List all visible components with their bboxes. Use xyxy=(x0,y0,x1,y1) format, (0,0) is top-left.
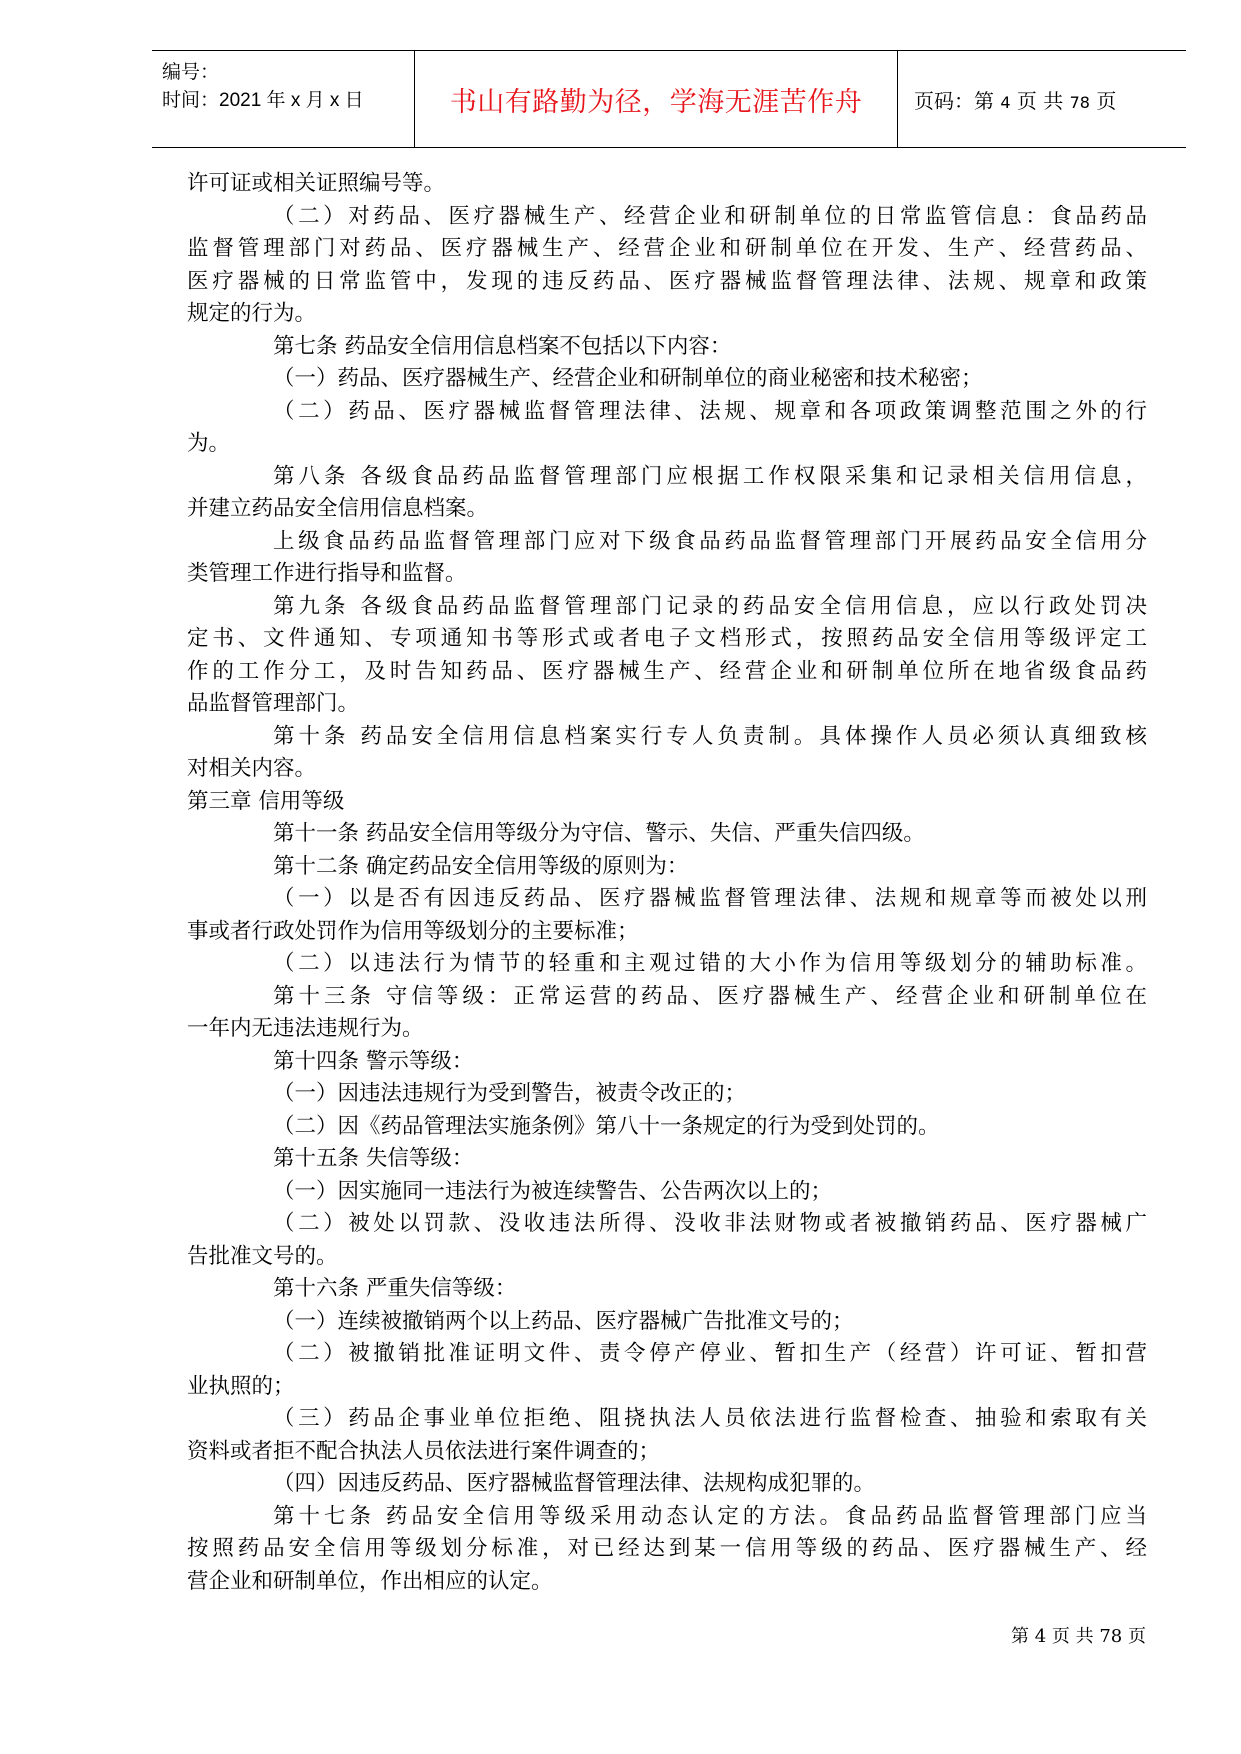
text-line: （一）因实施同一违法行为被连续警告、公告两次以上的； xyxy=(273,1178,833,1204)
text-line: 第七条 药品安全信用信息档案不包括以下内容： xyxy=(273,333,732,359)
page-code-prefix: 页码：第 xyxy=(914,88,994,113)
text-line: 第十四条 警示等级： xyxy=(273,1048,474,1074)
text-line: 类管理工作进行指导和监督。 xyxy=(187,561,467,586)
page-code-mid: 页 共 xyxy=(1016,88,1064,113)
text-line: 第八条 各级食品药品监督管理部门应根据工作权限采集和记录相关信用信息， xyxy=(273,463,1147,489)
text-line: （一）连续被撤销两个以上药品、医疗器械广告批准文号的； xyxy=(273,1308,854,1334)
header-page-code xyxy=(898,51,1186,147)
footer-current: 4 xyxy=(1034,1626,1047,1647)
text-line: 第十一条 药品安全信用等级分为守信、警示、失信、严重失信四级。 xyxy=(273,821,925,846)
text-line: （三）药品企事业单位拒绝、阻挠执法人员依法进行监督检查、抽验和索取有关 xyxy=(273,1406,1147,1431)
text-line: （一）以是否有因违反药品、医疗器械监督管理法律、法规和规章等而被处以刑 xyxy=(273,886,1147,911)
text-line: 营企业和研制单位，作出相应的认定。 xyxy=(187,1568,553,1594)
footer-suffix: 页 xyxy=(1128,1626,1146,1647)
footer-total: 78 xyxy=(1099,1626,1123,1647)
text-line: 作的工作分工，及时告知药品、医疗器械生产、经营企业和研制单位所在地省级食品药 xyxy=(187,658,1147,684)
text-line: 第十五条 失信等级： xyxy=(273,1146,474,1171)
page-code-current: 4 xyxy=(1000,92,1011,112)
header-meta xyxy=(152,51,414,147)
text-line: 规定的行为。 xyxy=(187,301,317,326)
footer-mid: 页 共 xyxy=(1051,1626,1094,1647)
text-line: 一年内无违法违规行为。 xyxy=(187,1016,424,1041)
footer-prefix: 第 xyxy=(1010,1626,1029,1647)
header-motto: 书山有路勤为径，学海无涯苦作舟 xyxy=(449,86,863,118)
text-line: 业执照的； xyxy=(187,1373,295,1399)
text-line: 第十二条 确定药品安全信用等级的原则为： xyxy=(273,853,689,879)
text-line: 资料或者拒不配合执法人员依法进行案件调查的； xyxy=(187,1438,661,1464)
text-line: 第十七条 药品安全信用等级采用动态认定的方法。食品药品监督管理部门应当 xyxy=(273,1503,1147,1529)
text-line: （四）因违反药品、医疗器械监督管理法律、法规构成犯罪的。 xyxy=(273,1471,876,1496)
text-line: 事或者行政处罚作为信用等级划分的主要标准； xyxy=(187,918,639,944)
text-line: （二）以违法行为情节的轻重和主观过错的大小作为信用等级划分的辅助标准。 xyxy=(273,951,1147,976)
text-line: 医疗器械的日常监管中，发现的违反药品、医疗器械监督管理法律、法规、规章和政策 xyxy=(187,268,1147,294)
text-line: （二）药品、医疗器械监督管理法律、法规、规章和各项政策调整范围之外的行 xyxy=(273,398,1147,424)
page-footer xyxy=(960,1622,1146,1648)
document-body xyxy=(187,168,1147,1598)
text-line: （二）因《药品管理法实施条例》第八十一条规定的行为受到处罚的。 xyxy=(273,1113,940,1139)
text-line: 第三章 信用等级 xyxy=(187,788,345,814)
text-line: 第九条 各级食品药品监督管理部门记录的药品安全信用信息，应以行政处罚决 xyxy=(273,593,1147,619)
text-line: （一）因违法违规行为受到警告，被责令改正的； xyxy=(273,1081,747,1106)
page-code xyxy=(914,85,1116,114)
header-motto-cell xyxy=(414,51,898,147)
text-line: 许可证或相关证照编号等。 xyxy=(187,171,446,196)
text-line: 监督管理部门对药品、医疗器械生产、经营企业和研制单位在开发、生产、经营药品、 xyxy=(187,236,1147,261)
text-line: （一）药品、医疗器械生产、经营企业和研制单位的商业秘密和技术秘密； xyxy=(273,366,983,391)
text-line: 按照药品安全信用等级划分标准，对已经达到某一信用等级的药品、医疗器械生产、经 xyxy=(187,1536,1147,1561)
serial-label: 编号： xyxy=(162,62,220,83)
text-line: 品监督管理部门。 xyxy=(187,691,360,716)
text-line: （二）被撤销批准证明文件、责令停产停业、暂扣生产（经营）许可证、暂扣营 xyxy=(273,1341,1147,1366)
page-code-suffix: 页 xyxy=(1096,88,1117,113)
page-header xyxy=(152,50,1186,148)
text-line: 定书、文件通知、专项通知书等形式或者电子文档形式，按照药品安全信用等级评定工 xyxy=(187,626,1147,651)
text-line: 对相关内容。 xyxy=(187,756,317,781)
text-line: 为。 xyxy=(187,431,231,456)
text-line: 并建立药品安全信用信息档案。 xyxy=(187,496,489,521)
text-line: （二）对药品、医疗器械生产、经营企业和研制单位的日常监管信息：食品药品 xyxy=(273,203,1147,229)
page-code-total: 78 xyxy=(1069,92,1090,112)
text-line: （二）被处以罚款、没收违法所得、没收非法财物或者被撤销药品、医疗器械广 xyxy=(273,1211,1147,1236)
text-line: 第十条 药品安全信用信息档案实行专人负责制。具体操作人员必须认真细致核 xyxy=(273,723,1147,749)
text-line: 告批准文号的。 xyxy=(187,1243,338,1269)
text-line: 第十三条 守信等级：正常运营的药品、医疗器械生产、经营企业和研制单位在 xyxy=(273,983,1147,1009)
text-line: 上级食品药品监督管理部门应对下级食品药品监督管理部门开展药品安全信用分 xyxy=(273,528,1147,554)
time-label: 时间：2021 年 x 月 x 日 xyxy=(162,90,364,111)
text-line: 第十六条 严重失信等级： xyxy=(273,1276,517,1301)
